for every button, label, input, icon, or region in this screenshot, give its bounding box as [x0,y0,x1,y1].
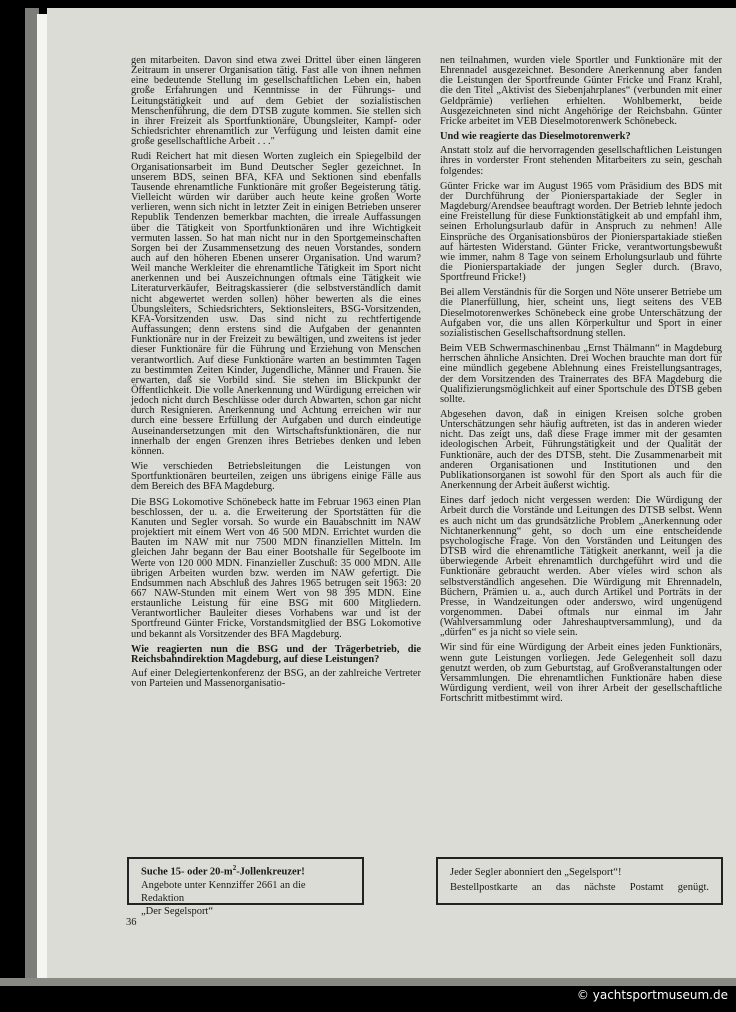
ad-title [141,862,350,879]
left-column [131,56,421,694]
section-heading: Und wie reagierte das Dieselmotorenwerk? [440,131,631,143]
paragraph: nen teilnahmen, wurden viele Sportler und Funktionäre mit der Ehrennadel ausgezeichnet. Besondere Anerkennung aber fanden die Leistungen der Sportfreunde Günter Fricke und Franz Krahl, die den Titel „Aktivist des Siebenjahrplanes“ (verbunden mit einer Geldprämie) verliehen erhielten. Wohlbemerkt, beide Ausgezeichneten sind nicht Angehörige der Reichsbahn. Günter Fricke arbeitet im VEB Dieselmotorenwerk Schönebeck. [440,55,722,127]
ad-line: „Der Segelsport“ [141,905,214,917]
right-column [440,56,722,709]
subscription-line: Bestellpostkarte an das nächste Postamt genügt. [450,882,709,893]
ad-line: Angebote unter Kennziffer 2661 an die Redaktion [141,879,306,904]
paragraph: Eines darf jedoch nicht vergessen werden: Die Würdigung der Arbeit durch die Vorstände und Leitungen des DTSB selbst. Wenn es auch nicht um das grundsätzliche Problem „Anerkennung oder Nichtanerkennung“ geht, so doch um eine entscheidende psychologische Frage. Von den Vorständen und Leitungen des DTSB wird die ehrenamtliche Tätigkeit anerkannt, weil ja die überwiegende Arbeit ehrenamtlich durchgeführt wird und die Funktionäre gebraucht werden. Aber vieles wird schon als selbstverständlich angesehen. Die Würdigung mit Ehrennadeln, Büchern, Prämien u. a., auch durch Artikel und Porträts in der Presse, in Wandzeitungen oder anderswo, wird ungenügend vorgenommen. Dabei oftmals nur einmal im Jahr (Wahlversammlung oder Jahreshauptversammlung), und da „dürfen“ es ja nicht so viele sein. [440,495,722,639]
paragraph: Auf einer Delegiertenkonferenz der BSG, an der zahlreiche Vertreter von Parteien und Massenorganisatio- [131,668,421,690]
ad-title-text-end: -Jollenkreuzer! [236,866,305,878]
paragraph: Rudi Reichert hat mit diesen Worten zugleich ein Spiegelbild der Organisationsarbeit im Bund Deutscher Segler gezeichnet. In unserem BDS, seinen BFA, KFA und Sektionen sind ebenfalls Tausende ehrenamtliche Funktionäre mit großer Begeisterung tätig. Vielleicht würden wir darüber auch heute keine großen Worte verlieren, wenn sich nicht in letzter Zeit in einigen Betrieben unserer Republik Tendenzen bemerkbar machten, die irreale Auffassungen über die Tätigkeit von Sportfunktionären und ihre Wichtigkeit vermuten lassen. So hat man nicht nur in den Sportgemeinschaften Sorgen bei der Zusammensetzung des neuen Vorstandes, sondern auch auf den höheren Ebenen unserer Organisation. Und warum? Weil manche Werkleiter die ehrenamtliche Tätigkeit im Sport nicht anerkennen und bei Auszeichnungen oftmals eine Tätigkeit wie Literaturverkäufer, Beitragskassierer (die selbstverständlich damit nicht abgewertet werden sollen) höher bewerten als die eines Übungsleiters, Schiedsrichters, Sektionsleiters, BSG-Vorsitzenden, KFA-Vorsitzenden usw. Das sind nicht zu rechtfertigende Auffassungen; denn erstens sind die Aufgaben der genannten Funktionäre nur in der Freizeit zu bewältigen, und zweitens ist jeder dieser Funktionäre für die Führung und Erziehung von Menschen verantwortlich. Auf diese Funktionäre warten an bestimmten Tagen zu bestimmten Zeiten Kinder, Jugendliche, Männer und Frauen. Sie erwarten, daß sie Vorbild sind. Sie stehen im Blickpunkt der Öffentlichkeit. Die volle Anerkennung und Würdigung erreichen wir jedoch nicht durch Beschlüsse oder durch Abwarten, schon gar nicht durch Resignieren. Anerkennung und Achtung erreichen wir nur durch eine bessere Erfüllung der Aufgaben und durch eindeutige Auseinandersetzungen mit den Wirtschaftsfunktionären, die nur innerhalb der engen Grenzen ihres Betriebes denken und leben können. [131,151,421,457]
subscription-line: Jeder Segler abonniert den „Segelsport“! [450,867,622,878]
copyright-watermark: © yachtsportmuseum.de [576,988,728,1002]
section-heading: Wie reagierten nun die BSG und der Trägerbetrieb, die Reichsbahndirektion Magdeburg, auf diese Leistungen? [131,643,421,665]
paragraph: gen mitarbeiten. Davon sind etwa zwei Drittel über einen längeren Zeitraum in unserer Organisation tätig. Fast alle von ihnen nehmen eine bedeutende Stellung im gesellschaftlichen Leben ein, haben große Erfahrungen und Kenntnisse in der Führungs- und Leitungstätigkeit und auf dem Gebiet der sozialistischen Menschenführung, die dem DTSB zugute kommen. Sie stellen sich in ihrer Freizeit als Sportfunktionäre, Übungsleiter, Kampf- oder Schiedsrichter ehrenamtlich zur Verfügung und leisten damit eine große gesellschaftliche Arbeit . . ." [131,55,421,148]
paragraph: Wie verschieden Betriebsleitungen die Leistungen von Sportfunktionären beurteilen, zeigen uns übrigens einige Fälle aus dem Bereich des BFA Magdeburg. [131,461,421,493]
paragraph: Anstatt stolz auf die hervorragenden gesellschaftlichen Leistungen ihres in vorderster Front stehenden Mitarbeiters zu sein, geschah folgendes: [440,145,722,177]
paragraph: Abgesehen davon, daß in einigen Kreisen solche groben Unterschätzungen sehr häufig auftreten, ist das in anderen wieder nicht. Das zeigt uns, daß diese Frage immer mit der gesamten ideologischen Arbeit, Führungstätigkeit und der Qualität der Funktionäre, auch der des DTSB, steht. Die Zusammenarbeit mit anderen Organisationen und Institutionen und den Publikationsorganen ist sowohl für den Sport als auch für die Anerkennung der Arbeit äußerst wichtig. [440,409,722,492]
paragraph: Wir sind für eine Würdigung der Arbeit eines jeden Funktionärs, wenn gute Leistungen vorliegen. Jede Gelegenheit soll dazu genutzt werden, ob zum Geburtstag, auf Großveranstaltungen oder Versammlungen. Die ehrenamtlichen Funktionäre haben diese Würdigung verdient, weil von ihrer Arbeit der gesellschaftliche Fortschritt mitbestimmt wird. [440,642,722,705]
ad-title-superscript: 2 [232,864,237,872]
page-edge [37,14,47,986]
paragraph: Bei allem Verständnis für die Sorgen und Nöte unserer Betriebe um die Planerfüllung, hier, scheint uns, liegt seitens des VEB Dieselmotorenwerkes Schönebeck eine grobe Unterschätzung der Aufgaben vor, die uns allen Körperkultur und Sport in einer sozialistischen Gesellschaftsordnung stellen. [440,287,722,339]
paragraph: Beim VEB Schwermaschinenbau „Ernst Thälmann“ in Magdeburg herrschen ähnliche Ansichten. Drei Wochen brauchte man dort für eine mündlich gegebene Ablehnung eines Freistellungsantrages, der dem Vorsitzenden des Trainerrates des BFA Magdeburg die Qualifizierungsmöglichkeit auf einer Sportschule des DTSB geben sollte. [440,343,722,405]
ad-title-text: Suche 15- oder 20-m [141,866,233,878]
classified-ad-box [127,857,364,917]
subscription-box [436,857,723,905]
page-number: 36 [126,917,137,928]
paragraph: Günter Fricke war im August 1965 vom Präsidium des BDS mit der Durchführung der Pionierspartakiade der Segler in Magdeburg/Arendsee beauftragt worden. Der Betrieb lehnte jedoch eine Freistellung für diese Funktionstätigkeit ab und empfahl ihm, seinen Erholungsurlaub dafür in Anspruch zu nehmen! Alle Einsprüche des Organisationsbüros der Pionierspartakiade stießen auf härtesten Widerstand. Günter Fricke, verantwortungsbewußt wie immer, nahm 8 Tage von seinem Erholungsurlaub und führte die Pionierspartakiade der jungen Segler durch. (Bravo, Sportfreund Fricke!) [440,180,722,284]
scan-edge [0,978,736,986]
paragraph: Die BSG Lokomotive Schönebeck hatte im Februar 1963 einen Plan beschlossen, der u. a. die Erweiterung der Sportstätten für die Kanuten und Segler vorsah. So wurde ein Bauabschnitt im NAW projektiert mit einem Wert von 46 500 MDN. Errichtet wurden die Bauten im NAW mit nur 7500 MDN finanziellen Mitteln. Im gleichen Jahr begann der Bau einer Bootshalle für Segelboote im Werte von 120 000 MDN. Finanzieller Zuschuß: 35 000 MDN. Alle übrigen Arbeiten wurden bzw. werden im NAW gefertigt. Die Endsummen nach Abschluß des Jahres 1965 betrugen seit 1963: 20 667 NAW-Stunden mit einem Wert von 98 395 MDN. Eine erstaunliche Leistung für eine BSG mit 600 Mitgliedern. Verantwortlicher Bauleiter dieses Vorhabens war und ist der Sportfreund Günter Fricke, Vorstandsmitglied der BSG Lokomotive und bekannt als Vorsitzender des BFA Magdeburg. [131,496,421,640]
